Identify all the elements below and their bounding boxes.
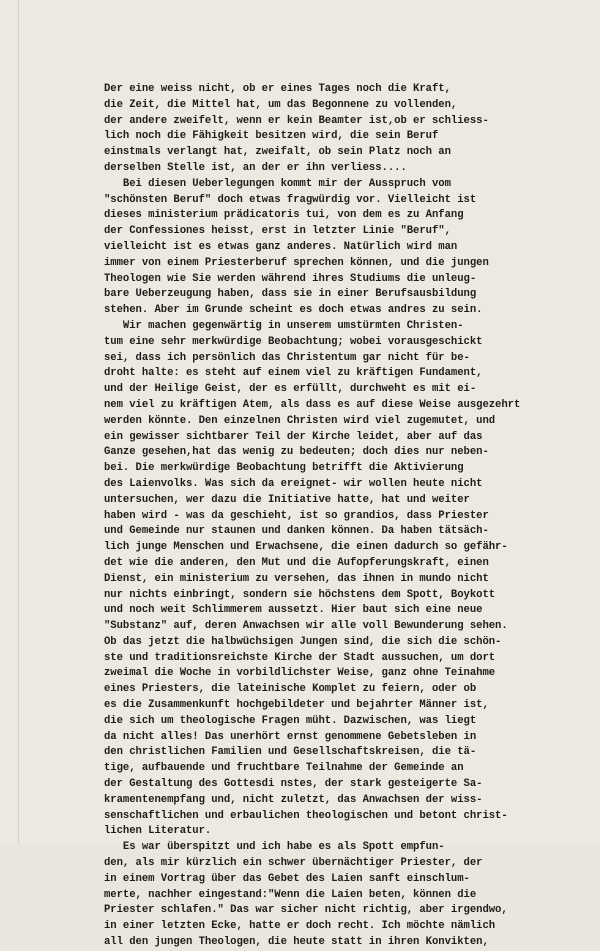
text-line: derselben Stelle ist, an der er ihn verliess.... bbox=[104, 161, 407, 174]
text-line: sei, dass ich persönlich das Christentum gar nicht für be- bbox=[104, 351, 470, 364]
text-line: eines Priesters, die lateinische Komplet zu feiern, oder ob bbox=[104, 683, 477, 696]
text-line: einstmals verlangt hat, zweifalt, ob sein Platz noch an bbox=[104, 146, 451, 159]
text-line: all den jungen Theologen, die heute statt in ihren Konvikten, bbox=[104, 936, 489, 949]
text-line: es die Zusammenkunft hochgebildeter und bejahrter Männer ist, bbox=[104, 699, 489, 712]
paper-crease bbox=[18, 0, 19, 844]
text-line: nem viel zu kräftigen Atem, als dass es auf diese Weise ausgezehrt bbox=[104, 398, 521, 411]
text-line: Dienst, ein ministerium zu versehen, das ihnen in mundo nicht bbox=[104, 572, 489, 585]
text-line: werden könnte. Den einzelnen Christen wird viel zugemutet, und bbox=[104, 414, 496, 427]
text-line: den, als mir kürzlich ein schwer übernächtiger Priester, der bbox=[104, 857, 483, 870]
text-line: tum eine sehr merkwürdige Beobachtung; wobei vorausgeschickt bbox=[104, 335, 483, 348]
text-line: kramentenempfang und, nicht zuletzt, das Anwachsen der wiss- bbox=[104, 793, 483, 806]
text-line: den christlichen Familien und Gesellschaftskreisen, die tä- bbox=[104, 746, 477, 759]
text-line: in einem Vortrag über das Gebet des Laien sanft einschlum- bbox=[104, 872, 470, 885]
text-line: stehen. Aber im Grunde scheint es doch etwas andres zu sein. bbox=[104, 304, 483, 317]
text-line: untersuchen, wer dazu die Initiative hatte, hat und weiter bbox=[104, 493, 470, 506]
text-line: Es war überspitzt und ich habe es als Spott empfun- bbox=[104, 841, 445, 854]
text-line: senschaftlichen und erbaulichen theologischen und betont christ- bbox=[104, 809, 508, 822]
text-line: vielleicht ist es etwas ganz anderes. Natürlich wird man bbox=[104, 240, 458, 253]
text-line: lich junge Menschen und Erwachsene, die einen dadurch so gefähr- bbox=[104, 541, 508, 554]
text-line: in einer letzten Ecke, hatte er doch recht. Ich möchte nämlich bbox=[104, 920, 496, 933]
text-line: die sich um theologische Fragen müht. Dazwischen, was liegt bbox=[104, 714, 477, 727]
text-line: immer von einem Priesterberuf sprechen können, und die jungen bbox=[104, 256, 489, 269]
text-line: dieses ministerium prädicatoris tui, von dem es zu Anfang bbox=[104, 209, 464, 222]
text-line: "schönsten Beruf" doch etwas fragwürdig vor. Vielleicht ist bbox=[104, 193, 477, 206]
text-line: lichen Literatur. bbox=[104, 825, 212, 838]
text-line: Der eine weiss nicht, ob er eines Tages noch die Kraft, bbox=[104, 83, 451, 95]
text-line: die Zeit, die Mittel hat, um das Begonnene zu vollenden, bbox=[104, 98, 458, 111]
text-line: bei. Die merkwürdige Beobachtung betrifft die Aktivierung bbox=[104, 462, 464, 475]
text-line: nur nichts einbringt, sondern sie höchstens dem Spott, Boykott bbox=[104, 588, 496, 601]
text-line: droht halte: es steht auf einem viel zu kräftigen Fundament, bbox=[104, 367, 483, 380]
text-line: Ganze gesehen,hat das wenig zu bedeuten; doch dies nur neben- bbox=[104, 446, 489, 459]
text-line: ein gewisser sichtbarer Teil der Kirche leidet, aber auf das bbox=[104, 430, 483, 443]
text-line: des Laienvolks. Was sich da ereignet- wir wollen heute nicht bbox=[104, 477, 483, 490]
text-line: der andere zweifelt, wenn er kein Beamter ist,ob er schliess- bbox=[104, 114, 489, 127]
text-line: ste und traditionsreichste Kirche der Stadt aussuchen, um dort bbox=[104, 651, 496, 664]
text-line: und Gemeinde nur staunen und danken können. Da haben tätsäch- bbox=[104, 525, 489, 538]
text-line: lich noch die Fähigkeit besitzen wird, die sein Beruf bbox=[104, 130, 439, 143]
typewritten-text-block bbox=[104, 82, 592, 951]
text-line: der Gestaltung des Gottesdi nstes, der stark gesteigerte Sa- bbox=[104, 778, 483, 791]
text-line: Wir machen gegenwärtig in unserem umstürmten Christen- bbox=[104, 319, 464, 332]
text-line: Ob das jetzt die halbwüchsigen Jungen sind, die sich die schön- bbox=[104, 635, 502, 648]
text-line: Theologen wie Sie werden während ihres Studiums die unleug- bbox=[104, 272, 477, 285]
text-line: Priester schlafen." Das war sicher nicht richtig, aber irgendwo, bbox=[104, 904, 508, 917]
text-line: haben wird - was da geschieht, ist so grandios, dass Priester bbox=[104, 509, 489, 522]
text-line: zweimal die Woche in vorbildlichster Weise, ganz ohne Teinahme bbox=[104, 667, 496, 680]
text-line: Bei diesen Ueberlegungen kommt mir der Ausspruch vom bbox=[104, 177, 451, 190]
text-line: det wie die anderen, den Mut und die Aufopferungskraft, einen bbox=[104, 556, 489, 569]
text-line: merte, nachher eingestand:"Wenn die Laien beten, können die bbox=[104, 888, 477, 901]
text-line: der Confessiones heisst, erst in letzter Linie "Beruf", bbox=[104, 225, 451, 238]
text-line: da nicht alles! Das unerhört ernst genommene Gebetsleben in bbox=[104, 730, 477, 743]
text-line: "Substanz" auf, deren Anwachsen wir alle voll Bewunderung sehen. bbox=[104, 620, 508, 633]
text-line: und der Heilige Geist, der es erfüllt, durchweht es mit ei- bbox=[104, 383, 477, 396]
text-line: bare Ueberzeugung haben, dass sie in einer Berufsausbildung bbox=[104, 288, 477, 301]
text-line: und noch weit Schlimmerem aussetzt. Hier baut sich eine neue bbox=[104, 604, 483, 617]
text-line: tige, aufbauende und fruchtbare Teilnahme der Gemeinde an bbox=[104, 762, 464, 775]
